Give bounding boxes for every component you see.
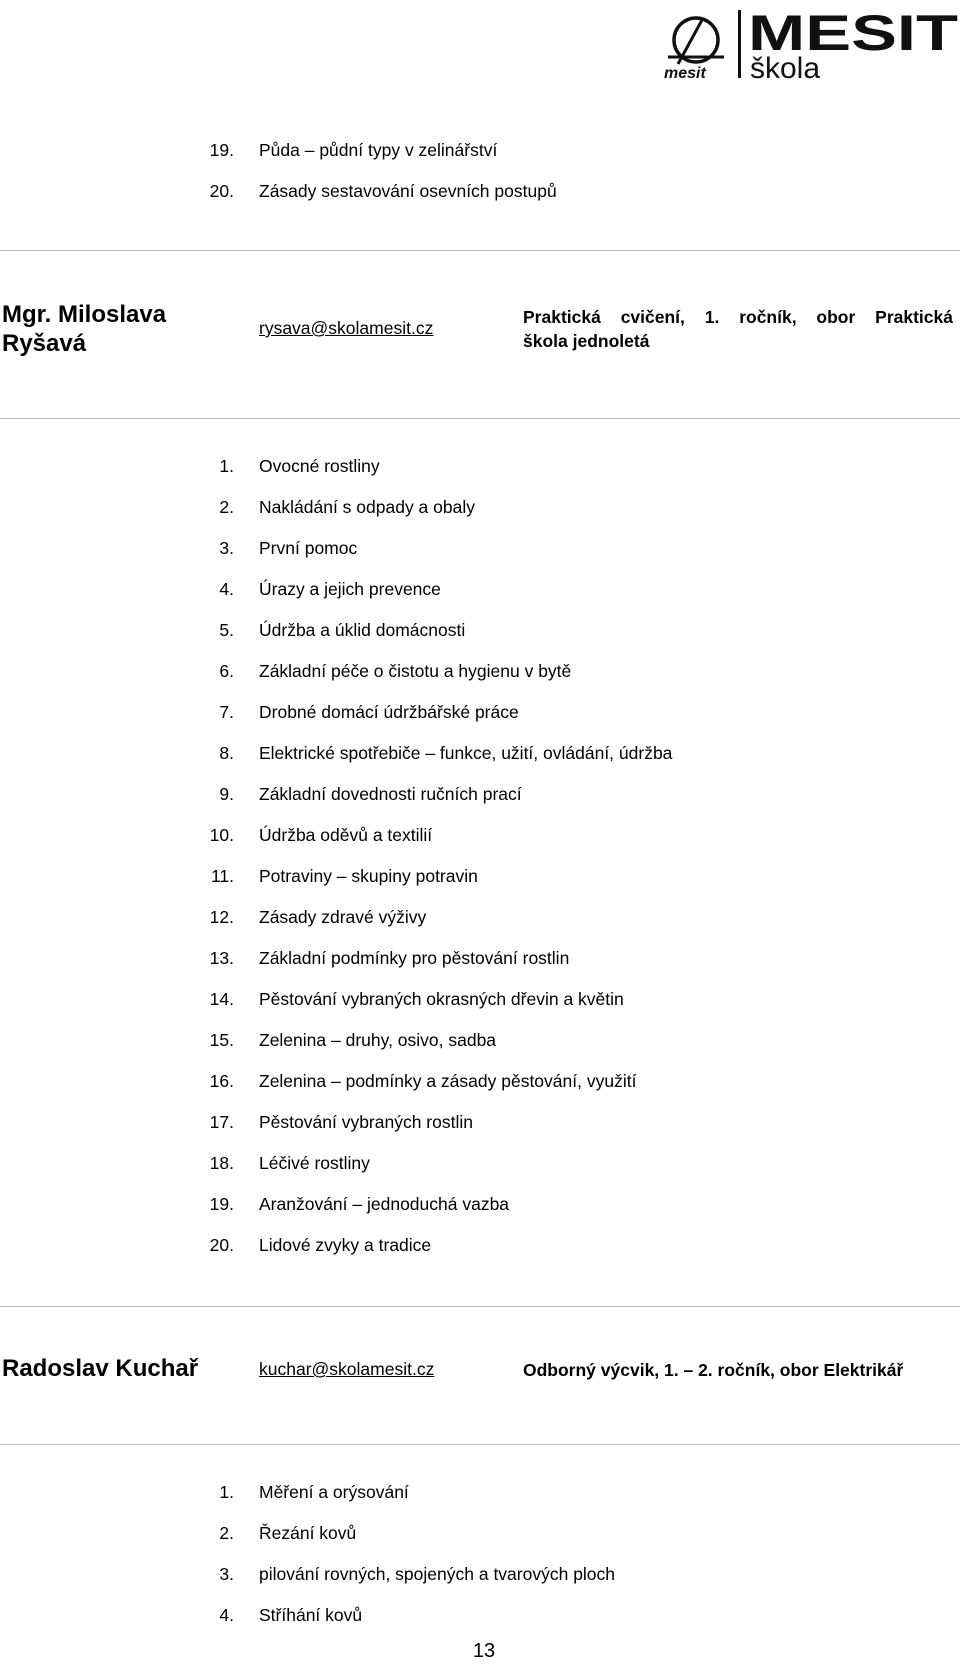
list-item-number: 8. <box>219 743 234 763</box>
list-item-text: Zelenina – druhy, osivo, sadba <box>259 1030 497 1050</box>
list-item-number: 3. <box>219 1564 234 1584</box>
list-item-number: 7. <box>219 702 234 722</box>
list-item-text: Údržba a úklid domácnosti <box>259 620 466 640</box>
list-item-text: Základní péče o čistotu a hygienu v bytě <box>259 661 572 681</box>
list-item-number: 1. <box>219 1482 234 1502</box>
list-item-text: Měření a orýsování <box>259 1482 409 1502</box>
list-item-text: Základní dovednosti ručních prací <box>259 784 522 804</box>
list-item-text: Půda – půdní typy v zelinářství <box>259 140 498 160</box>
list-item-number: 13. <box>209 948 234 968</box>
list-item-text: Zásady sestavování osevních postupů <box>259 181 557 201</box>
list-item-text: Elektrické spotřebiče – funkce, užití, ovládání, údržba <box>259 743 673 763</box>
teacher-name <box>2 300 166 358</box>
list-item-number: 15. <box>209 1030 234 1050</box>
list-item-number: 20. <box>209 181 234 201</box>
list-item-number: 19. <box>209 1194 234 1214</box>
list-item-number: 11. <box>210 866 234 886</box>
list-item-number: 1. <box>219 456 234 476</box>
list-item-number: 4. <box>219 1605 234 1625</box>
list-item-text: Zelenina – podmínky a zásady pěstování, využití <box>259 1071 637 1091</box>
list-item-number: 17. <box>209 1112 234 1132</box>
list-item-number: 18. <box>209 1153 234 1173</box>
list-item-number: 10. <box>209 825 234 845</box>
logo-wordmark: MESIT <box>748 6 958 61</box>
list-item-number: 12. <box>209 907 234 927</box>
page-number: 13 <box>472 1640 496 1662</box>
list-item-text: Zásady zdravé výživy <box>259 907 427 927</box>
list-item-number: 4. <box>219 579 234 599</box>
divider <box>0 1306 960 1307</box>
list-item-text: Potraviny – skupiny potravin <box>259 866 478 886</box>
list-item-text: Základní podmínky pro pěstování rostlin <box>259 948 570 968</box>
mesit-logo <box>664 6 960 82</box>
teacher-course-kuchar: Odborný výcvik, 1. – 2. ročník, obor Elektrikář <box>523 1360 904 1380</box>
teacher-email-link[interactable]: rysava@skolamesit.cz <box>259 318 434 338</box>
logo-sub: škola <box>750 52 821 82</box>
teacher-name-line2: Ryšavá <box>2 330 87 357</box>
list-item-text: Úrazy a jejich prevence <box>259 579 441 599</box>
list-item-text: První pomoc <box>259 538 358 558</box>
list-item-text: Lidové zvyky a tradice <box>259 1235 432 1255</box>
list-item-text: pilování rovných, spojených a tvarových ploch <box>259 1564 616 1584</box>
teacher-course-line2: škola jednoletá <box>523 331 650 351</box>
logo-divider <box>738 10 741 78</box>
teacher-email-link-kuchar[interactable]: kuchar@skolamesit.cz <box>259 1359 435 1379</box>
list-item-number: 19. <box>209 140 234 160</box>
list-item-text: Pěstování vybraných okrasných dřevin a květin <box>259 989 624 1009</box>
list-item-number: 20. <box>209 1235 234 1255</box>
teacher-course-line1: Praktická cvičení, 1. ročník, obor Praktická <box>523 307 953 327</box>
divider <box>0 418 960 419</box>
list-item-number: 6. <box>219 661 234 681</box>
teacher-name-line1: Mgr. Miloslava <box>2 301 167 328</box>
divider <box>0 250 960 251</box>
list-item-text: Léčivé rostliny <box>259 1153 370 1173</box>
list-item-text: Údržba oděvů a textilií <box>259 825 433 845</box>
teacher-course <box>523 305 953 353</box>
list-item-text: Nakládání s odpady a obaly <box>259 497 475 517</box>
list-item-text: Ovocné rostliny <box>259 456 380 476</box>
teacher-name-kuchar: Radoslav Kuchař <box>2 1355 199 1382</box>
list-item-text: Drobné domácí údržbářské práce <box>259 702 519 722</box>
logo-small-text: mesit <box>664 65 706 82</box>
logo-circle <box>674 18 718 62</box>
list-item-number: 5. <box>219 620 234 640</box>
list-item-number: 2. <box>219 1523 234 1543</box>
list-item-text: Stříhání kovů <box>259 1605 363 1625</box>
list-item-text: Řezání kovů <box>259 1523 357 1543</box>
list-item-text: Aranžování – jednoduchá vazba <box>259 1194 510 1214</box>
list-item-number: 14. <box>209 989 234 1009</box>
list-item-number: 16. <box>209 1071 234 1091</box>
divider <box>0 1444 960 1445</box>
list-item-text: Pěstování vybraných rostlin <box>259 1112 473 1132</box>
list-item-number: 3. <box>219 538 234 558</box>
list-item-number: 2. <box>219 497 234 517</box>
list-item-number: 9. <box>219 784 234 804</box>
